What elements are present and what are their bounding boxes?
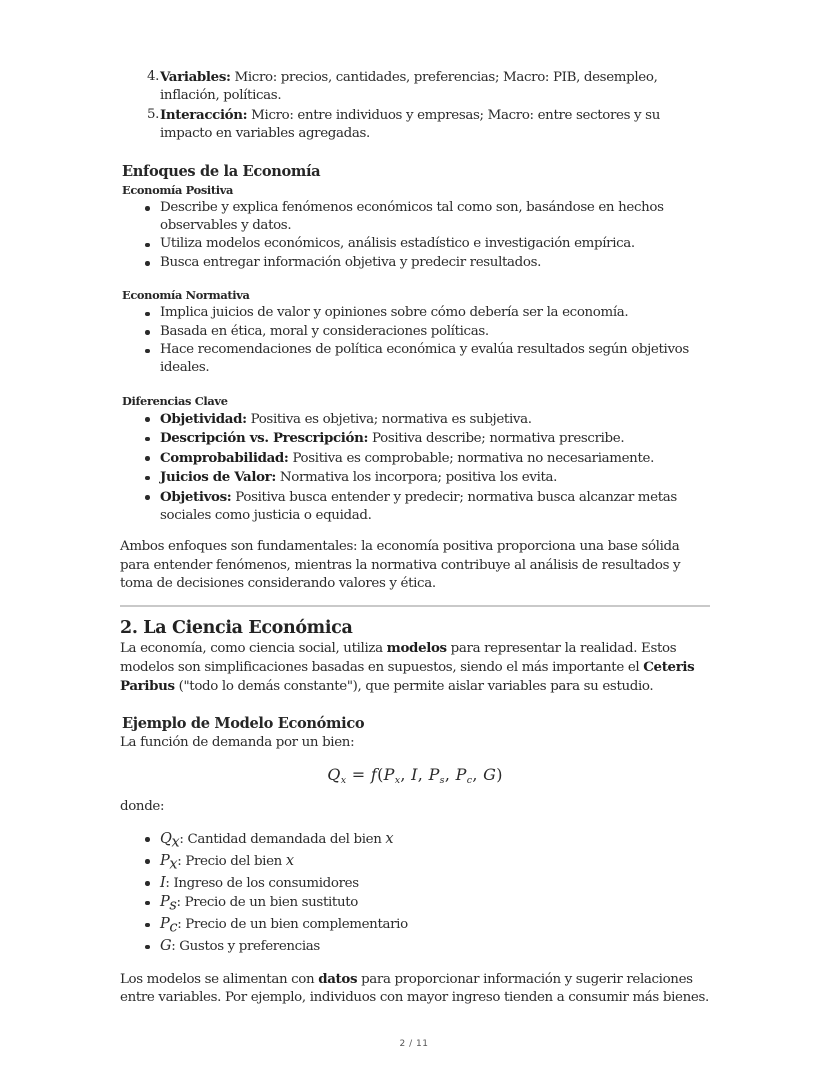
conclusion-paragraph: Ambos enfoques son fundamentales: la economía positiva proporciona una base sólida para entender fenómenos, mientras la normativa contribuye al análisis de resultados y toma de decisiones considerando valores y ética. bbox=[120, 539, 681, 592]
item-text: Positiva es comprobable; normativa no necesariamente. bbox=[288, 450, 654, 466]
text-run: ("todo lo demás constante"), que permite aislar variables para su estudio. bbox=[174, 679, 654, 695]
math-paren: ) bbox=[496, 765, 503, 785]
list-item: Implica juicios de valor y opiniones sobre cómo debería ser la economía. bbox=[160, 304, 710, 322]
math-symbol: P bbox=[160, 894, 170, 911]
list-item bbox=[147, 68, 710, 106]
item-label: Comprobabilidad: bbox=[160, 449, 289, 466]
subheading-normativa: Economía Normativa bbox=[122, 288, 250, 303]
text-run: para proporcionar información y sugerir relaciones entre variables. Por ejemplo, individuos con mayor ingreso tienden a consumir más bienes. bbox=[120, 971, 709, 1006]
list-item bbox=[160, 468, 710, 487]
item-text: Micro: precios, cantidades, preferencias; Macro: PIB, desempleo, inflación, políticas. bbox=[160, 70, 658, 104]
math-subscript: c bbox=[466, 775, 473, 787]
list-item: Utiliza modelos económicos, análisis estadístico e investigación empírica. bbox=[160, 235, 710, 253]
item-text: : Precio del bien bbox=[177, 853, 286, 869]
numbered-list bbox=[120, 68, 710, 144]
item-text: : Gustos y preferencias bbox=[171, 939, 320, 955]
math-paren: ( bbox=[377, 765, 384, 785]
positiva-list bbox=[120, 199, 710, 273]
item-text: : Precio de un bien sustituto bbox=[176, 895, 358, 911]
list-item bbox=[160, 429, 710, 448]
intro-paragraph bbox=[120, 639, 710, 697]
closing-paragraph bbox=[120, 970, 710, 1008]
math-subscript: x bbox=[171, 834, 180, 851]
section-heading-enfoques: Enfoques de la Economía bbox=[122, 162, 321, 180]
list-item bbox=[160, 915, 710, 937]
document-page bbox=[120, 68, 710, 1008]
item-label: Descripción vs. Prescripción: bbox=[160, 430, 369, 447]
item-text: Positiva busca entender y predecir; normativa busca alcanzar metas sociales como justicia o equidad. bbox=[160, 489, 677, 523]
item-label: Objetivos: bbox=[160, 488, 232, 505]
list-number: 4. bbox=[147, 69, 160, 84]
list-item: Hace recomendaciones de política económica y evalúa resultados según objetivos ideales. bbox=[160, 341, 710, 378]
math-symbol: Q bbox=[160, 830, 172, 847]
math-symbol: P bbox=[428, 765, 440, 785]
math-subscript: s bbox=[169, 897, 177, 914]
item-text: Normativa los incorpora; positiva los evita. bbox=[275, 470, 558, 486]
item-text: : Cantidad demandada del bien bbox=[179, 831, 386, 847]
text-run: Los modelos se alimentan con bbox=[120, 971, 319, 987]
item-text: : Ingreso de los consumidores bbox=[165, 875, 359, 891]
math-symbol: G bbox=[160, 938, 172, 955]
math-symbol: P bbox=[160, 916, 170, 933]
donde-label: donde: bbox=[120, 799, 165, 815]
item-text: Positiva describe; normativa prescribe. bbox=[368, 431, 625, 447]
math-subscript: s bbox=[439, 775, 445, 787]
list-item: Basada en ética, moral y consideraciones políticas. bbox=[160, 323, 710, 341]
text-run: La economía, como ciencia social, utiliza bbox=[120, 640, 387, 656]
list-item bbox=[160, 893, 710, 915]
math-symbol: G bbox=[483, 765, 497, 785]
list-item bbox=[160, 830, 710, 852]
math-symbol: I bbox=[160, 874, 166, 891]
list-item bbox=[160, 410, 710, 429]
item-text: Micro: entre individuos y empresas; Macro: entre sectores y su impacto en variables agregadas. bbox=[160, 107, 660, 142]
list-item bbox=[160, 449, 710, 468]
math-subscript: x bbox=[394, 775, 401, 787]
item-label: Variables: bbox=[160, 69, 231, 85]
math-symbol: Q bbox=[327, 765, 341, 785]
page-number: 2 / 11 bbox=[399, 1039, 429, 1049]
math-symbol: P bbox=[455, 765, 467, 785]
item-text: Positiva es objetiva; normativa es subjetiva. bbox=[246, 411, 532, 427]
section-divider bbox=[120, 605, 710, 607]
text-run: para representar la realidad. Estos modelos son simplificaciones basadas en supuestos, siendo el más importante el bbox=[120, 640, 677, 675]
variables-list bbox=[120, 830, 710, 957]
list-item bbox=[160, 937, 710, 956]
math-symbol: P bbox=[383, 765, 395, 785]
math-operator: = bbox=[346, 765, 371, 785]
bold-term-datos: datos bbox=[318, 970, 358, 987]
math-subscript: c bbox=[169, 919, 178, 936]
list-item bbox=[160, 852, 710, 874]
ejemplo-lead: La función de demanda por un bien: bbox=[120, 734, 355, 750]
math-symbol: P bbox=[160, 852, 170, 869]
item-label: Objetividad: bbox=[160, 410, 247, 427]
list-item: Describe y explica fenómenos económicos tal como son, basándose en hechos observables y datos. bbox=[160, 199, 710, 236]
math-symbol: x bbox=[285, 852, 294, 869]
item-label: Juicios de Valor: bbox=[160, 469, 276, 486]
bold-term-ceteris-paribus: Ceteris Paribus bbox=[120, 658, 695, 695]
item-text: : Precio de un bien complementario bbox=[177, 917, 408, 933]
subheading-diferencias: Diferencias Clave bbox=[122, 393, 228, 408]
list-item bbox=[160, 874, 710, 893]
subheading-positiva: Economía Positiva bbox=[122, 182, 234, 197]
demand-function-formula: $Q_x = f(P_x$, I, $P_s$, $P_c$, G) bbox=[327, 765, 503, 787]
list-number: 5. bbox=[147, 106, 160, 122]
math-subscript: x bbox=[340, 775, 347, 787]
math-subscript: x bbox=[169, 856, 178, 873]
diferencias-list bbox=[120, 410, 710, 525]
chapter-heading: 2. La Ciencia Económica bbox=[120, 617, 353, 638]
list-item: Busca entregar información objetiva y predecir resultados. bbox=[160, 254, 710, 272]
list-item bbox=[160, 488, 710, 526]
normativa-list bbox=[120, 304, 710, 378]
math-symbol: x bbox=[385, 830, 394, 847]
math-symbol: I bbox=[411, 765, 418, 785]
section-heading-ejemplo: Ejemplo de Modelo Económico bbox=[122, 714, 365, 732]
math-symbol: f bbox=[370, 765, 378, 785]
bold-term-modelos: modelos bbox=[386, 639, 447, 656]
item-label: Interacción: bbox=[160, 106, 248, 123]
list-item bbox=[147, 106, 710, 144]
